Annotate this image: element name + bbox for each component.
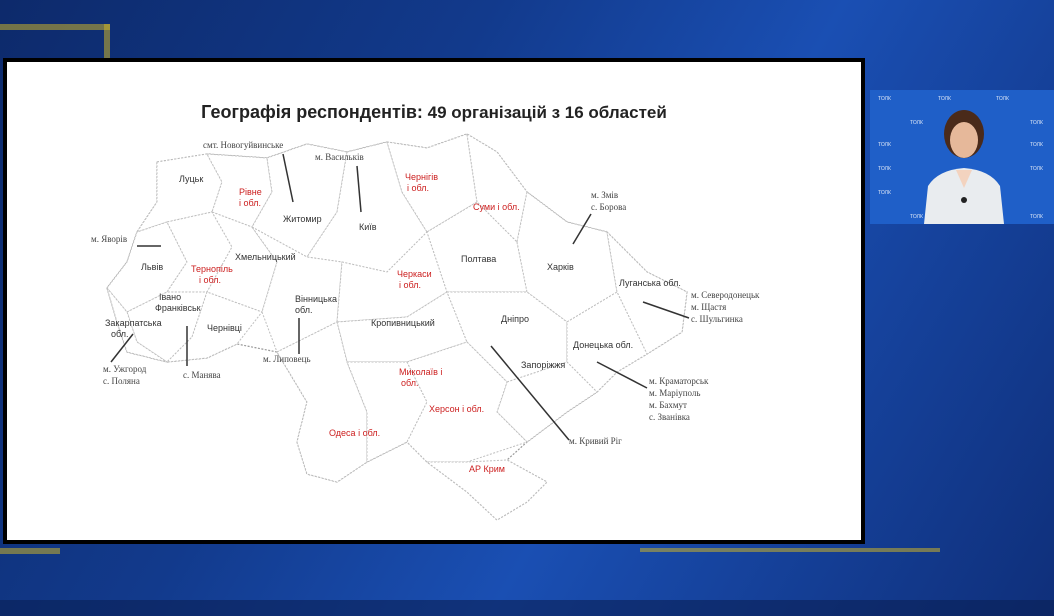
callout-label: м. Липовець	[263, 354, 311, 364]
region-label: Харків	[547, 262, 574, 272]
region-label: Кропивницький	[371, 318, 435, 328]
background-logo: ТОЛК	[910, 120, 923, 126]
background-logo: ТОЛК	[938, 96, 951, 102]
slide-title-rest: 49 організацій з 16 областей	[422, 103, 667, 122]
region-label: Чернігів	[405, 172, 439, 182]
region-label: Черкаси	[397, 269, 432, 279]
region-label: Луганська обл.	[619, 278, 681, 288]
callout-label: м. Васильків	[315, 152, 364, 162]
region-label: і обл.	[407, 183, 430, 193]
callout-label: м. Бахмут	[649, 400, 687, 410]
background-logo: ТОЛК	[910, 214, 923, 220]
callout-label: м. Змів	[591, 190, 619, 200]
callout-label: смт. Новогуйвинське	[203, 140, 284, 150]
region-label: Київ	[359, 222, 377, 232]
region-label: Донецька обл.	[573, 340, 634, 350]
presenter-figure	[918, 104, 1028, 224]
background-logo: ТОЛК	[1030, 214, 1043, 220]
region-label: АР Крим	[469, 464, 505, 474]
region-label: Львів	[141, 262, 164, 272]
background-bottom-bar	[0, 600, 1054, 616]
region-label: Хмельницький	[235, 252, 296, 262]
background-accent-stroke	[640, 548, 940, 552]
region-label: Вінницька	[295, 294, 337, 304]
callout-label: м. Яворів	[91, 234, 128, 244]
region-label: Запоріжжя	[521, 360, 566, 370]
region-label: Закарпатська	[105, 318, 162, 328]
region-label: Херсон і обл.	[429, 404, 485, 414]
region-label: Луцьк	[179, 174, 204, 184]
background-accent-stroke	[0, 24, 110, 30]
region-label: обл.	[401, 378, 419, 388]
background-accent-stroke	[0, 548, 60, 554]
slide-title-main: Географія респондентів:	[201, 102, 423, 122]
callout-label: м. Краматорськ	[649, 376, 709, 386]
region-label: Рівне	[239, 187, 262, 197]
background-logo: ТОЛК	[878, 166, 891, 172]
callout-label: с. Поляна	[103, 376, 140, 386]
region-label: Полтава	[461, 254, 497, 264]
slide-title	[7, 102, 861, 123]
region-label: Івано	[159, 292, 182, 302]
callout-label: м. Маріуполь	[649, 388, 701, 398]
slide-frame	[3, 58, 865, 544]
callout-label: м. Северодонецьк	[691, 290, 760, 300]
region-label: Чернівці	[207, 323, 242, 333]
region-label: Дніпро	[501, 314, 529, 324]
callout-label: с. Званівка	[649, 412, 690, 422]
region-label: Житомир	[283, 214, 322, 224]
region-label: Франківськ	[155, 303, 201, 313]
background-logo: ТОЛК	[878, 96, 891, 102]
background-logo: ТОЛК	[878, 142, 891, 148]
region-label: і обл.	[239, 198, 262, 208]
background-logo: ТОЛК	[1030, 120, 1043, 126]
background-logo: ТОЛК	[878, 190, 891, 196]
region-label: і обл.	[199, 275, 222, 285]
callout-label: м. Щастя	[691, 302, 727, 312]
presenter-video	[870, 90, 1054, 224]
region-label: Тернопіль	[191, 264, 233, 274]
ukraine-map	[7, 62, 861, 540]
region-label: і обл.	[399, 280, 422, 290]
callout-label: с. Шульгинка	[691, 314, 743, 324]
background-logo: ТОЛК	[1030, 142, 1043, 148]
region-label: Миколаїв і	[399, 367, 443, 377]
region-label: обл.	[111, 329, 129, 339]
callout-label: с. Борова	[591, 202, 627, 212]
callout-label: с. Манява	[183, 370, 221, 380]
callout-label: м. Кривий Ріг	[569, 436, 622, 446]
region-label: Одеса і обл.	[329, 428, 381, 438]
background-logo: ТОЛК	[1030, 166, 1043, 172]
region-label: Суми і обл.	[473, 202, 520, 212]
background-logo: ТОЛК	[996, 96, 1009, 102]
region-label: обл.	[295, 305, 313, 315]
slide	[7, 62, 861, 540]
callout-label: м. Ужгород	[103, 364, 147, 374]
